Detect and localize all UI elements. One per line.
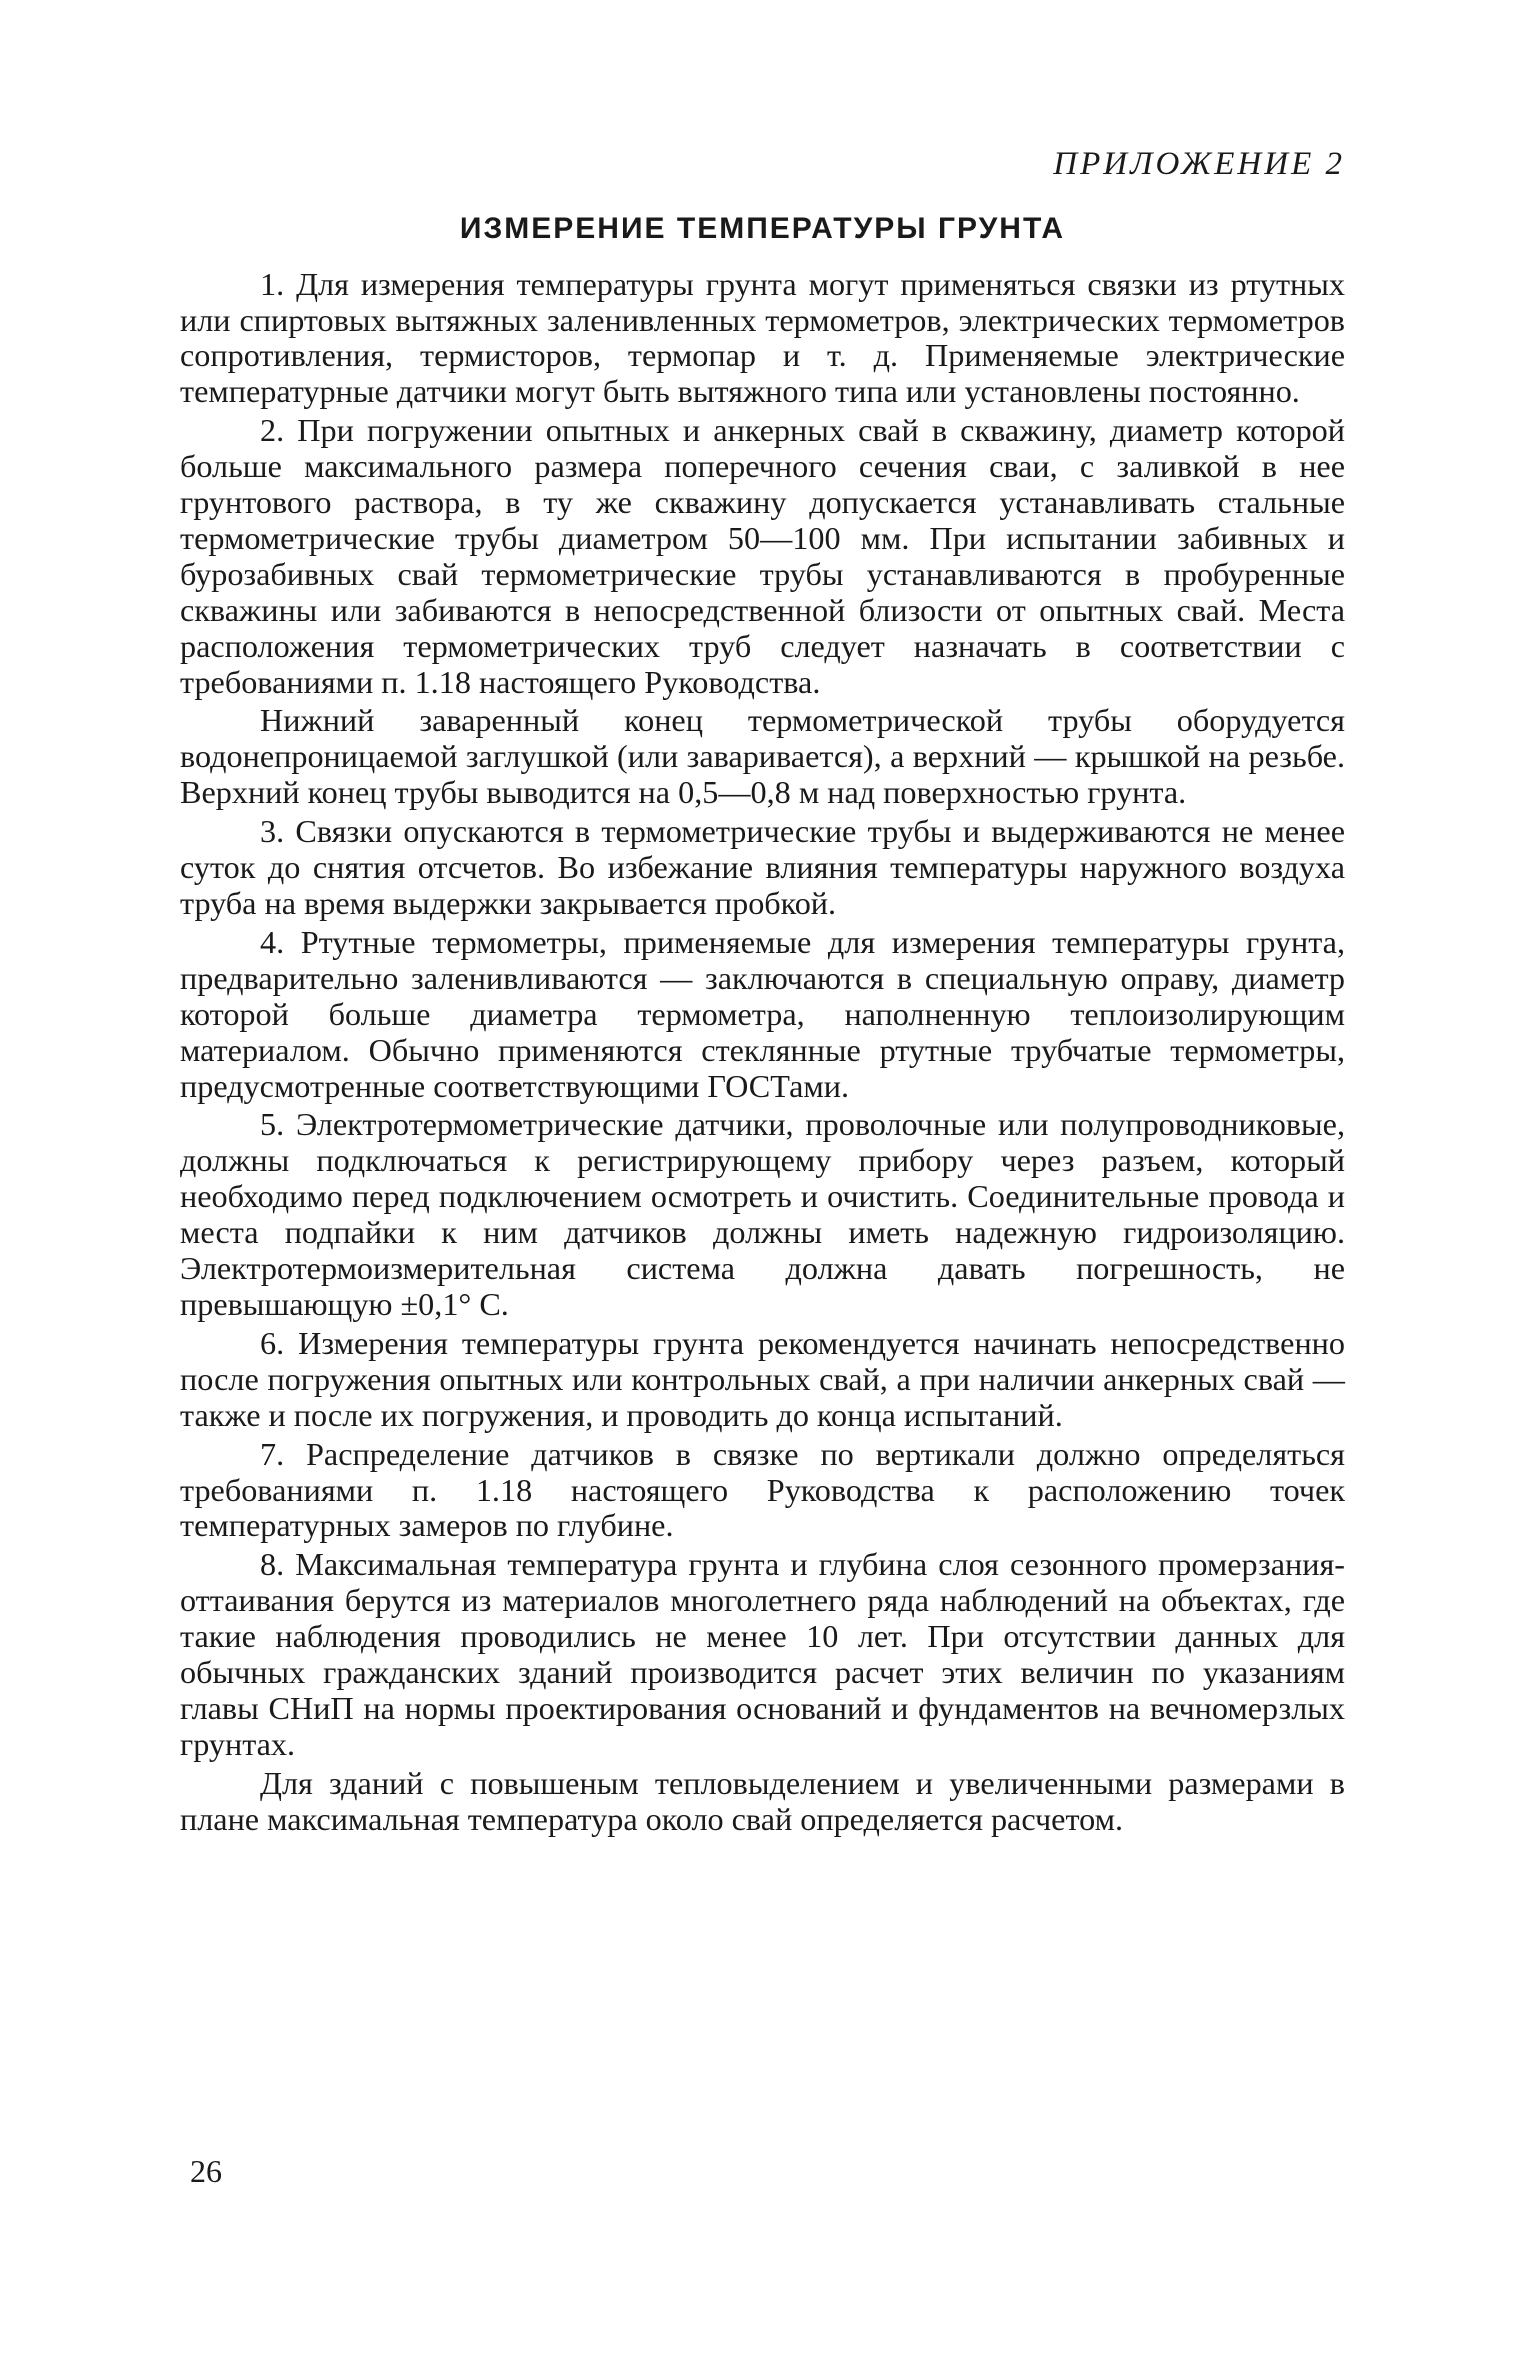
document-page	[180, 145, 1345, 2325]
paragraph-8: 8. Максимальная температура грунта и глубина слоя сезонного промерзания-оттаивания берутся из материалов многолетнего ряда наблюдений на объектах, где такие наблюдения проводились не менее 10 лет. При отсутствии данных для обычных гражданских зданий производится расчет этих величин по указаниям главы СНиП на нормы проектирования оснований и фундаментов на вечномерзлых грунтах.	[180, 1546, 1345, 1762]
paragraph-3: 3. Связки опускаются в термометрические трубы и выдерживаются не менее суток до снятия отсчетов. Во избежание влияния температуры наружного воздуха труба на время выдержки закрывается пробкой.	[180, 813, 1345, 921]
appendix-label: ПРИЛОЖЕНИЕ 2	[1053, 146, 1345, 182]
page-number: 26	[190, 2153, 222, 2189]
body-text	[180, 267, 1345, 1838]
page-title: ИЗМЕРЕНИЕ ТЕМПЕРАТУРЫ ГРУНТА	[459, 211, 1066, 245]
paragraph-7: 7. Распределение датчиков в связке по вертикали должно определяться требованиями п. 1.18 настоящего Руководства к расположению точек температурных замеров по глубине.	[180, 1435, 1345, 1544]
paragraph-8-continued: Для зданий с повышеным тепловыделением и увеличенными размерами в плане максимальная температура около свай определяется расчетом.	[180, 1764, 1345, 1837]
paragraph-2-continued: Нижний заваренный конец термометрической трубы оборудуется водонепроницаемой заглушкой (или заваривается), а верхний — крышкой на резьбе. Верхний конец трубы выводится на 0,5—0,8 м над поверхностью грунта.	[180, 702, 1345, 811]
paragraph-2: 2. При погружении опытных и анкерных свай в скважину, диаметр которой больше максимального размера поперечного сечения сваи, с заливкой в нее грунтового раствора, в ту же скважину допускается устанавливать стальные термометрические трубы диаметром 50—100 мм. При испытании забивных и бурозабивных свай термометрические трубы устанавливаются в пробуренные скважины или забиваются в непосредственной близости от опытных свай. Места расположения термометрических труб следует назначать в соответствии с требованиями п. 1.18 настоящего Руководства.	[180, 412, 1345, 700]
paragraph-6: 6. Измерения температуры грунта рекомендуется начинать непосредственно после погружения опытных или контрольных свай, а при наличии анкерных свай — также и после их погружения, и проводить до конца испытаний.	[180, 1324, 1345, 1433]
paragraph-5: 5. Электротермометрические датчики, проволочные или полупроводниковые, должны подключаться к регистрирующему прибору через разъем, который необходимо перед подключением осмотреть и очистить. Соединительные провода и места подпайки к ним датчиков должны иметь надежную гидроизоляцию. Электротермоизмерительная система должна давать погрешность, не превышающую ±0,1° С.	[180, 1106, 1345, 1322]
paragraph-1: 1. Для измерения температуры грунта могут применяться связки из ртутных или спиртовых вытяжных заленивленных термометров, электрических термометров сопротивления, термисторов, термопар и т. д. Применяемые электрические температурные датчики могут быть вытяжного типа или установлены постоянно.	[180, 265, 1345, 410]
paragraph-4: 4. Ртутные термометры, применяемые для измерения температуры грунта, предварительно заленивливаются — заключаются в специальную оправу, диаметр которой больше диаметра термометра, наполненную теплоизолирующим материалом. Обычно применяются стеклянные ртутные трубчатые термометры, предусмотренные соответствующими ГОСТами.	[180, 923, 1345, 1104]
